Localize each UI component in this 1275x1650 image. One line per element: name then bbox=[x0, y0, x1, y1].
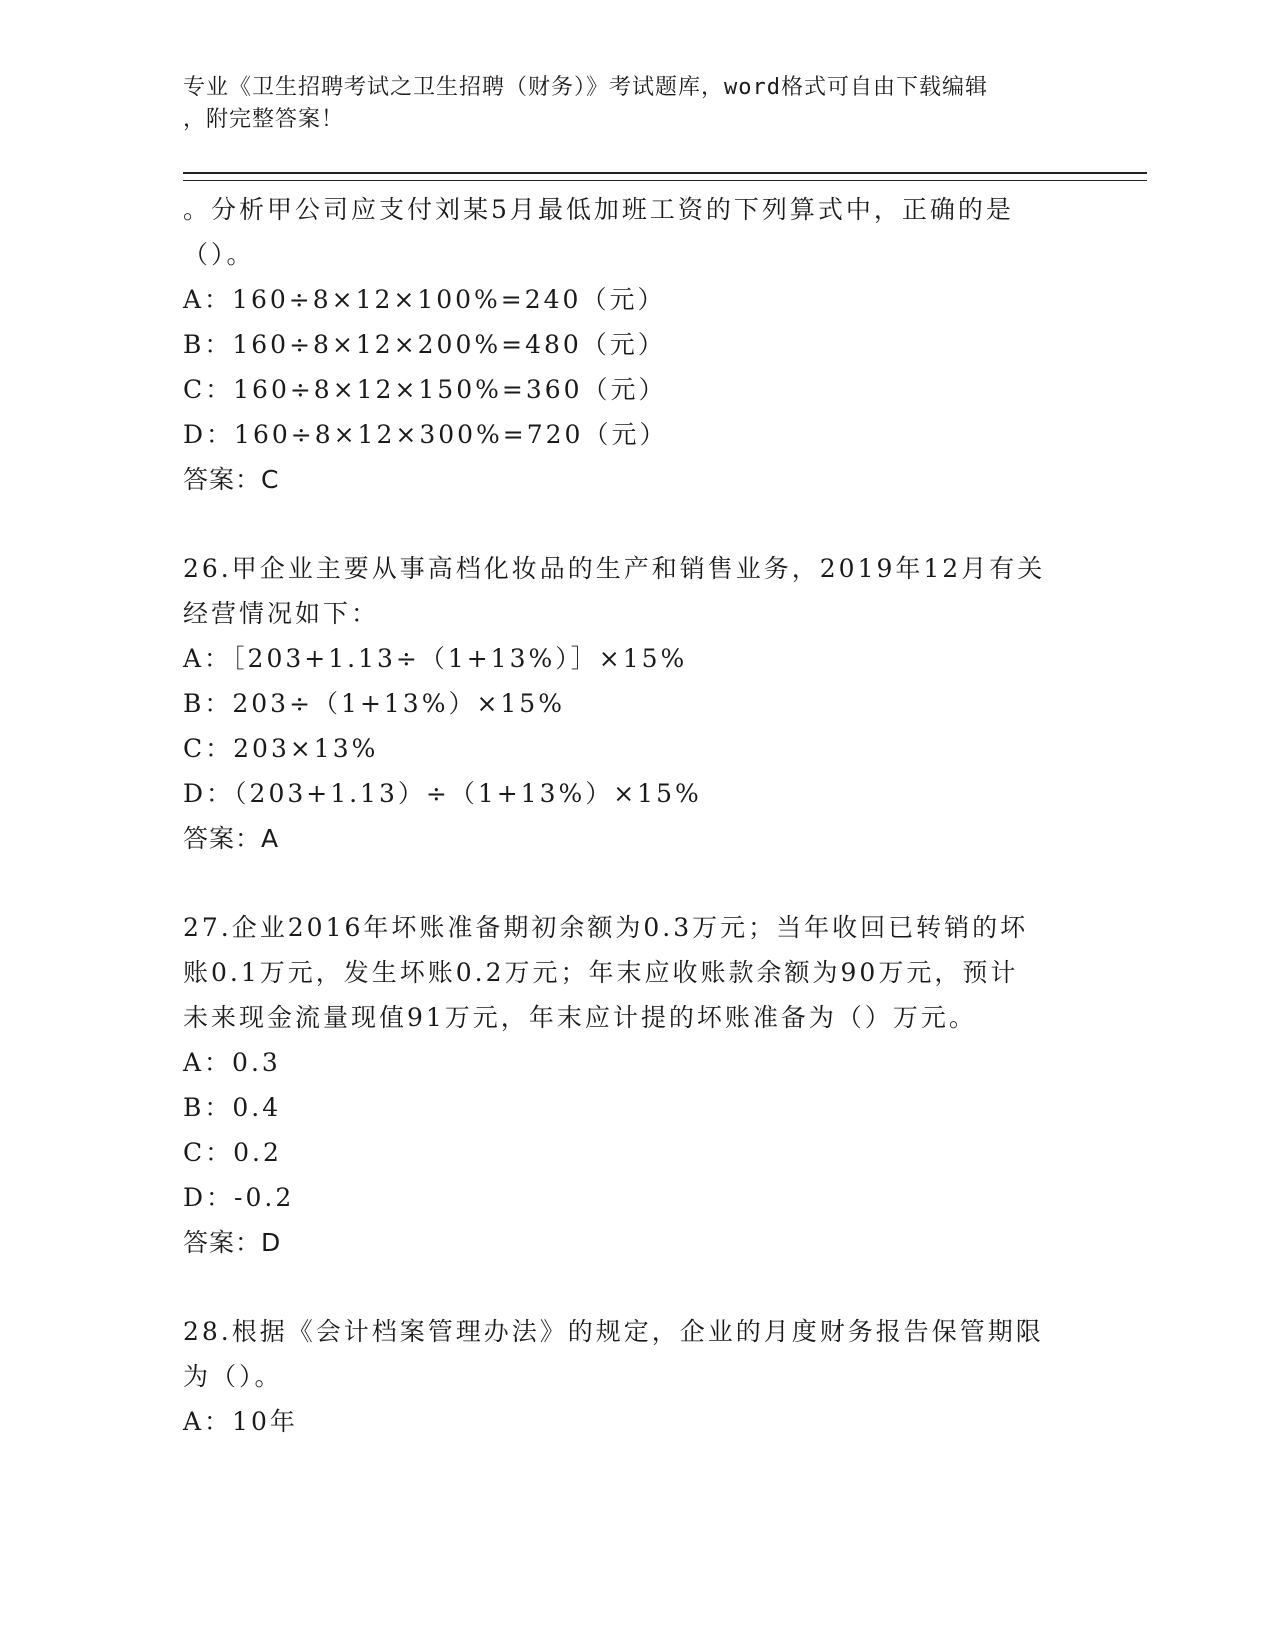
option-c: C：0.2 bbox=[183, 1138, 282, 1167]
question-gap bbox=[183, 502, 1083, 546]
question-28 bbox=[183, 1309, 1083, 1444]
answer-line: 答案：A bbox=[183, 824, 280, 853]
option-a: A：160÷8×12×100%=240（元） bbox=[183, 285, 666, 314]
option-d: D：160÷8×12×300%=720（元） bbox=[183, 420, 668, 449]
question-26 bbox=[183, 546, 1083, 861]
question-stem: 28.根据《会计档案管理办法》的规定，企业的月度财务报告保管期限 bbox=[183, 1317, 1044, 1346]
option-a: A：0.3 bbox=[183, 1048, 281, 1077]
header-rule-thin bbox=[183, 180, 1147, 181]
option-c: C：160÷8×12×150%=360（元） bbox=[183, 375, 667, 404]
option-d: D：（203+1.13）÷（1+13%）×15% bbox=[183, 779, 702, 808]
question-stem: 为（）。 bbox=[183, 1362, 283, 1391]
answer-line: 答案：D bbox=[183, 1228, 282, 1257]
option-c: C：203×13% bbox=[183, 734, 379, 763]
option-b: B：0.4 bbox=[183, 1093, 282, 1122]
question-stem: 未来现金流量现值91万元，年末应计提的坏账准备为（）万元。 bbox=[183, 1003, 977, 1032]
question-25 bbox=[183, 187, 1083, 502]
question-stem: （）。 bbox=[183, 240, 255, 269]
answer-line: 答案：C bbox=[183, 465, 280, 494]
option-a: A：［203+1.13÷（1+13%）］×15% bbox=[183, 644, 688, 673]
header-line-2: ，附完整答案！ bbox=[183, 107, 345, 132]
question-stem: 。分析甲公司应支付刘某5月最低加班工资的下列算式中，正确的是 bbox=[183, 195, 1014, 224]
question-gap bbox=[183, 861, 1083, 905]
question-27 bbox=[183, 905, 1083, 1265]
header-rule-thick bbox=[183, 172, 1147, 174]
page-header bbox=[183, 72, 1053, 136]
question-stem: 27.企业2016年坏账准备期初余额为0.3万元；当年收回已转销的坏 bbox=[183, 913, 1029, 942]
option-a: A：10年 bbox=[183, 1407, 298, 1436]
option-b: B：203÷（1+13%）×15% bbox=[183, 689, 565, 718]
option-b: B：160÷8×12×200%=480（元） bbox=[183, 330, 666, 359]
document-body bbox=[183, 187, 1083, 1444]
question-gap bbox=[183, 1265, 1083, 1309]
question-stem: 26.甲企业主要从事高档化妆品的生产和销售业务，2019年12月有关 bbox=[183, 554, 1046, 583]
question-stem: 账0.1万元，发生坏账0.2万元；年末应收账款余额为90万元，预计 bbox=[183, 958, 1019, 987]
question-stem: 经营情况如下： bbox=[183, 599, 380, 628]
header-line-1: 专业《卫生招聘考试之卫生招聘（财务）》考试题库，word格式可自由下载编辑 bbox=[183, 75, 988, 100]
option-d: D：-0.2 bbox=[183, 1183, 295, 1212]
